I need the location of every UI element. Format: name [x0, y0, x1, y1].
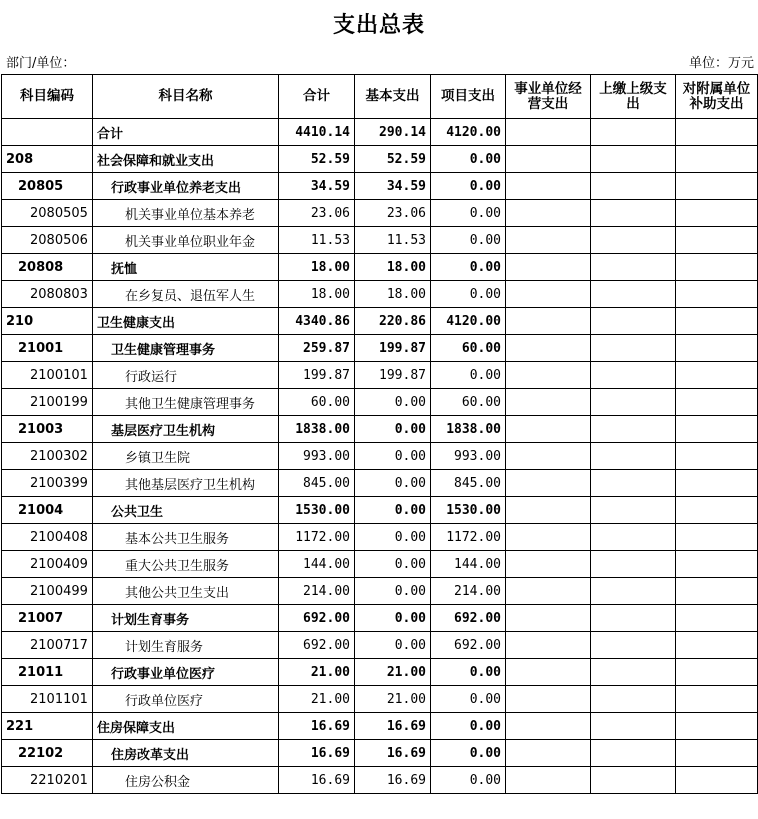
row-code: 21011: [2, 659, 93, 686]
row-subsidy: [676, 416, 758, 443]
row-total: 4340.86: [279, 308, 355, 335]
header-subsidy: 对附属单位补助支出: [676, 75, 758, 119]
expenditure-table: [1, 74, 758, 794]
table-row: [2, 740, 758, 767]
row-business: [506, 146, 591, 173]
row-total: 23.06: [279, 200, 355, 227]
row-business: [506, 335, 591, 362]
table-row: [2, 227, 758, 254]
row-remit: [591, 119, 676, 146]
row-project: 0.00: [431, 659, 506, 686]
row-business: [506, 389, 591, 416]
table-row: [2, 497, 758, 524]
row-project: 692.00: [431, 605, 506, 632]
row-project: 0.00: [431, 767, 506, 794]
row-basic: 0.00: [355, 632, 431, 659]
row-total: 16.69: [279, 767, 355, 794]
row-remit: [591, 767, 676, 794]
row-code: 208: [2, 146, 93, 173]
row-basic: 0.00: [355, 443, 431, 470]
row-subsidy: [676, 200, 758, 227]
row-business: [506, 200, 591, 227]
row-name: 基层医疗卫生机构: [93, 416, 279, 443]
row-project: 4120.00: [431, 119, 506, 146]
table-row: [2, 524, 758, 551]
row-business: [506, 767, 591, 794]
row-remit: [591, 281, 676, 308]
table-row: [2, 578, 758, 605]
row-name: 公共卫生: [93, 497, 279, 524]
row-code: 20808: [2, 254, 93, 281]
row-total: 11.53: [279, 227, 355, 254]
row-subsidy: [676, 335, 758, 362]
row-subsidy: [676, 767, 758, 794]
table-row: [2, 335, 758, 362]
table-row: [2, 686, 758, 713]
row-subsidy: [676, 524, 758, 551]
row-name: 乡镇卫生院: [93, 443, 279, 470]
row-name: 机关事业单位基本养老: [93, 200, 279, 227]
row-subsidy: [676, 551, 758, 578]
row-subsidy: [676, 227, 758, 254]
row-remit: [591, 173, 676, 200]
row-name: 其他卫生健康管理事务: [93, 389, 279, 416]
row-remit: [591, 578, 676, 605]
row-code: 21004: [2, 497, 93, 524]
table-row: [2, 713, 758, 740]
table-row: [2, 281, 758, 308]
page-title: 支出总表: [332, 13, 425, 38]
row-code: 2101101: [2, 686, 93, 713]
row-code: 2100199: [2, 389, 93, 416]
row-code: 2100499: [2, 578, 93, 605]
row-business: [506, 443, 591, 470]
row-code: 2100408: [2, 524, 93, 551]
row-name: 基本公共卫生服务: [93, 524, 279, 551]
row-basic: 16.69: [355, 740, 431, 767]
row-basic: 21.00: [355, 686, 431, 713]
row-code: 221: [2, 713, 93, 740]
table-row: [2, 308, 758, 335]
row-project: 0.00: [431, 200, 506, 227]
row-code: 2100717: [2, 632, 93, 659]
row-total: 18.00: [279, 254, 355, 281]
row-business: [506, 632, 591, 659]
table-row: [2, 659, 758, 686]
row-remit: [591, 740, 676, 767]
row-project: 0.00: [431, 227, 506, 254]
row-business: [506, 416, 591, 443]
row-business: [506, 362, 591, 389]
row-remit: [591, 686, 676, 713]
header-remit: 上缴上级支出: [591, 75, 676, 119]
row-name: 社会保障和就业支出: [93, 146, 279, 173]
row-remit: [591, 605, 676, 632]
row-remit: [591, 524, 676, 551]
row-remit: [591, 254, 676, 281]
row-project: 0.00: [431, 173, 506, 200]
row-basic: 18.00: [355, 281, 431, 308]
row-code: 2210201: [2, 767, 93, 794]
row-total: 60.00: [279, 389, 355, 416]
row-project: 0.00: [431, 362, 506, 389]
row-total: 214.00: [279, 578, 355, 605]
row-business: [506, 281, 591, 308]
row-remit: [591, 308, 676, 335]
row-project: 0.00: [431, 740, 506, 767]
table-row: [2, 146, 758, 173]
row-code: 21003: [2, 416, 93, 443]
row-name: 住房改革支出: [93, 740, 279, 767]
row-basic: 0.00: [355, 389, 431, 416]
row-code: 2080505: [2, 200, 93, 227]
row-basic: 18.00: [355, 254, 431, 281]
row-project: 993.00: [431, 443, 506, 470]
row-subsidy: [676, 389, 758, 416]
row-subsidy: [676, 254, 758, 281]
row-subsidy: [676, 497, 758, 524]
row-total: 1172.00: [279, 524, 355, 551]
row-total: 52.59: [279, 146, 355, 173]
unit-label: 单位：万元: [688, 56, 754, 71]
row-name: 抚恤: [93, 254, 279, 281]
row-business: [506, 713, 591, 740]
header-total: 合计: [279, 75, 355, 119]
row-name: 行政单位医疗: [93, 686, 279, 713]
row-code: 210: [2, 308, 93, 335]
row-basic: 0.00: [355, 524, 431, 551]
row-remit: [591, 470, 676, 497]
row-remit: [591, 200, 676, 227]
row-total: 21.00: [279, 686, 355, 713]
row-subsidy: [676, 173, 758, 200]
row-total: 692.00: [279, 605, 355, 632]
row-basic: 0.00: [355, 578, 431, 605]
row-business: [506, 740, 591, 767]
row-name: 行政事业单位养老支出: [93, 173, 279, 200]
row-code: 2100409: [2, 551, 93, 578]
row-project: 1530.00: [431, 497, 506, 524]
row-total: 18.00: [279, 281, 355, 308]
row-subsidy: [676, 578, 758, 605]
row-subsidy: [676, 362, 758, 389]
row-remit: [591, 389, 676, 416]
row-business: [506, 119, 591, 146]
row-subsidy: [676, 632, 758, 659]
row-basic: 11.53: [355, 227, 431, 254]
row-total: 199.87: [279, 362, 355, 389]
row-business: [506, 308, 591, 335]
row-basic: 34.59: [355, 173, 431, 200]
row-remit: [591, 335, 676, 362]
row-subsidy: [676, 281, 758, 308]
row-subsidy: [676, 713, 758, 740]
row-name: 计划生育服务: [93, 632, 279, 659]
row-project: 4120.00: [431, 308, 506, 335]
table-row: [2, 632, 758, 659]
row-total: 1530.00: [279, 497, 355, 524]
row-total: 845.00: [279, 470, 355, 497]
row-code: 20805: [2, 173, 93, 200]
table-row: [2, 362, 758, 389]
row-remit: [591, 146, 676, 173]
row-total: 16.69: [279, 713, 355, 740]
row-code: 2100101: [2, 362, 93, 389]
table-row: [2, 254, 758, 281]
row-project: 692.00: [431, 632, 506, 659]
row-name: 在乡复员、退伍军人生: [93, 281, 279, 308]
table-row: [2, 443, 758, 470]
row-remit: [591, 659, 676, 686]
header-name: 科目名称: [93, 75, 279, 119]
row-basic: 23.06: [355, 200, 431, 227]
row-subsidy: [676, 119, 758, 146]
row-name: 住房公积金: [93, 767, 279, 794]
row-basic: 290.14: [355, 119, 431, 146]
row-total: 144.00: [279, 551, 355, 578]
row-total: 259.87: [279, 335, 355, 362]
row-project: 845.00: [431, 470, 506, 497]
row-project: 60.00: [431, 389, 506, 416]
header-code: 科目编码: [2, 75, 93, 119]
row-business: [506, 254, 591, 281]
row-business: [506, 659, 591, 686]
row-total: 993.00: [279, 443, 355, 470]
row-business: [506, 173, 591, 200]
row-remit: [591, 551, 676, 578]
row-business: [506, 686, 591, 713]
row-total: 34.59: [279, 173, 355, 200]
row-basic: 52.59: [355, 146, 431, 173]
row-code: 21001: [2, 335, 93, 362]
row-basic: 0.00: [355, 551, 431, 578]
table-row: [2, 605, 758, 632]
row-name: 行政事业单位医疗: [93, 659, 279, 686]
row-remit: [591, 227, 676, 254]
row-total: 692.00: [279, 632, 355, 659]
row-name: 计划生育事务: [93, 605, 279, 632]
row-subsidy: [676, 605, 758, 632]
row-code: 21007: [2, 605, 93, 632]
row-project: 214.00: [431, 578, 506, 605]
table-row: [2, 389, 758, 416]
department-label: 部门/单位：: [6, 56, 76, 71]
table-row: [2, 416, 758, 443]
row-code: [2, 119, 93, 146]
row-basic: 16.69: [355, 713, 431, 740]
row-name: 重大公共卫生服务: [93, 551, 279, 578]
row-business: [506, 524, 591, 551]
row-subsidy: [676, 740, 758, 767]
header-business: 事业单位经营支出: [506, 75, 591, 119]
row-code: 2080506: [2, 227, 93, 254]
row-basic: 199.87: [355, 335, 431, 362]
row-project: 1172.00: [431, 524, 506, 551]
row-business: [506, 551, 591, 578]
row-code: 2100302: [2, 443, 93, 470]
row-name: 合计: [93, 119, 279, 146]
row-name: 其他基层医疗卫生机构: [93, 470, 279, 497]
row-business: [506, 605, 591, 632]
table-row: [2, 767, 758, 794]
row-basic: 0.00: [355, 605, 431, 632]
row-project: 0.00: [431, 281, 506, 308]
row-total: 16.69: [279, 740, 355, 767]
row-project: 1838.00: [431, 416, 506, 443]
row-name: 其他公共卫生支出: [93, 578, 279, 605]
row-name: 卫生健康管理事务: [93, 335, 279, 362]
row-code: 22102: [2, 740, 93, 767]
row-basic: 199.87: [355, 362, 431, 389]
table-row: [2, 200, 758, 227]
row-basic: 220.86: [355, 308, 431, 335]
row-business: [506, 227, 591, 254]
row-code: 2080803: [2, 281, 93, 308]
row-subsidy: [676, 686, 758, 713]
row-project: 0.00: [431, 713, 506, 740]
row-subsidy: [676, 470, 758, 497]
table-header-row: [2, 75, 758, 119]
table-row: [2, 173, 758, 200]
row-subsidy: [676, 146, 758, 173]
row-remit: [591, 713, 676, 740]
row-remit: [591, 416, 676, 443]
row-total: 1838.00: [279, 416, 355, 443]
row-project: 0.00: [431, 686, 506, 713]
row-project: 0.00: [431, 146, 506, 173]
row-project: 0.00: [431, 254, 506, 281]
row-business: [506, 497, 591, 524]
row-project: 144.00: [431, 551, 506, 578]
row-name: 机关事业单位职业年金: [93, 227, 279, 254]
table-row: [2, 470, 758, 497]
row-remit: [591, 497, 676, 524]
row-code: 2100399: [2, 470, 93, 497]
row-project: 60.00: [431, 335, 506, 362]
table-row: [2, 119, 758, 146]
row-remit: [591, 362, 676, 389]
row-remit: [591, 443, 676, 470]
header-basic: 基本支出: [355, 75, 431, 119]
row-business: [506, 578, 591, 605]
row-basic: 21.00: [355, 659, 431, 686]
row-name: 行政运行: [93, 362, 279, 389]
row-remit: [591, 632, 676, 659]
row-name: 卫生健康支出: [93, 308, 279, 335]
row-subsidy: [676, 308, 758, 335]
row-total: 4410.14: [279, 119, 355, 146]
header-project: 项目支出: [431, 75, 506, 119]
row-basic: 0.00: [355, 497, 431, 524]
row-total: 21.00: [279, 659, 355, 686]
row-subsidy: [676, 659, 758, 686]
row-subsidy: [676, 443, 758, 470]
table-row: [2, 551, 758, 578]
row-basic: 0.00: [355, 470, 431, 497]
row-basic: 0.00: [355, 416, 431, 443]
row-basic: 16.69: [355, 767, 431, 794]
row-name: 住房保障支出: [93, 713, 279, 740]
row-business: [506, 470, 591, 497]
